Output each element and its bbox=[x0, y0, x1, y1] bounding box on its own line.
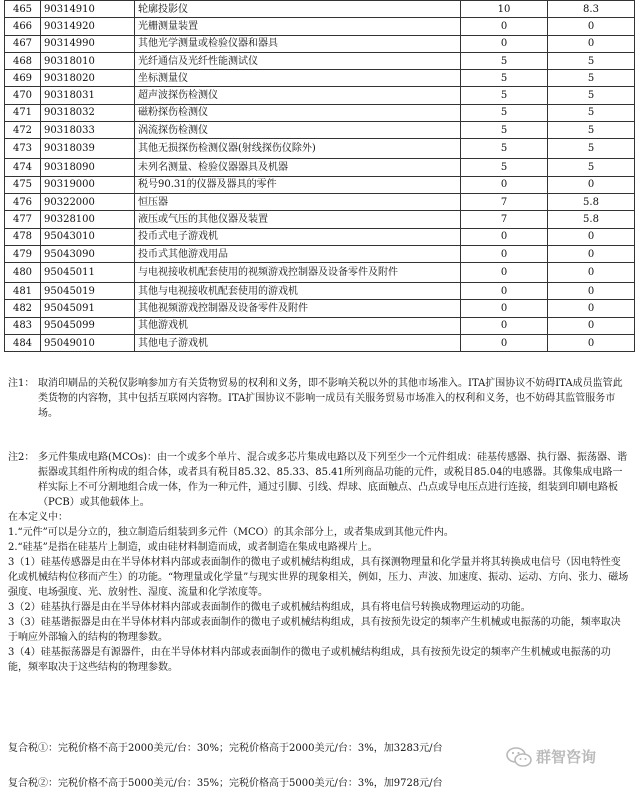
row-number: 479 bbox=[5, 245, 41, 262]
rate-2017: 0 bbox=[548, 18, 635, 35]
rate-2016: 7 bbox=[461, 211, 548, 228]
row-number: 469 bbox=[5, 70, 41, 87]
note-1 bbox=[8, 376, 630, 421]
rate-2017: 5.8 bbox=[548, 193, 635, 210]
row-number: 477 bbox=[5, 211, 41, 228]
note-2-paragraph: 3（3）硅基谐振器是由在半导体材料内部或表面制作的微电子或机械结构组成，具有按预先设定的频率产生机械或电振荡的功能，频率取决于响应外部输入的结构的物理参数。 bbox=[8, 617, 621, 643]
rate-2017: 5 bbox=[548, 87, 635, 104]
rate-2017: 0 bbox=[548, 35, 635, 52]
product-description: 光纤通信及光纤性能测试仪 bbox=[135, 52, 461, 69]
row-number: 482 bbox=[5, 300, 41, 317]
rate-2017: 5 bbox=[548, 52, 635, 69]
row-number: 474 bbox=[5, 159, 41, 176]
tariff-code: 90318039 bbox=[41, 139, 135, 159]
row-number: 473 bbox=[5, 139, 41, 159]
rate-2016: 0 bbox=[461, 176, 548, 193]
rate-2016: 7 bbox=[461, 193, 548, 210]
product-description: 光栅测量装置 bbox=[135, 18, 461, 35]
rate-2017: 0 bbox=[548, 228, 635, 245]
rate-2016: 5 bbox=[461, 87, 548, 104]
tariff-code: 95045011 bbox=[41, 263, 135, 283]
compound-tax-2: 复合税②：完税价格不高于5000美元/台：35%；完税价格高于5000美元/台：3%，加9728元/台 bbox=[8, 778, 443, 789]
table-row bbox=[5, 35, 635, 52]
rate-2017: 0 bbox=[548, 283, 635, 300]
rate-2016: 0 bbox=[461, 18, 548, 35]
product-description: 其他电子游戏机 bbox=[135, 335, 461, 352]
table-row bbox=[5, 18, 635, 35]
tariff-code: 95045019 bbox=[41, 283, 135, 300]
product-description: 轮廓投影仪 bbox=[135, 1, 461, 18]
table-row bbox=[5, 70, 635, 87]
table-row bbox=[5, 283, 635, 300]
tariff-code: 90314990 bbox=[41, 35, 135, 52]
row-number: 475 bbox=[5, 176, 41, 193]
rate-2016: 0 bbox=[461, 245, 548, 262]
rate-2017: 8.3 bbox=[548, 1, 635, 18]
rate-2016: 0 bbox=[461, 335, 548, 352]
tariff-code: 95045099 bbox=[41, 317, 135, 334]
product-description: 其他无损探伤检测仪器(射线探伤仪除外) bbox=[135, 139, 461, 159]
note-2-paragraph: 2.“硅基”是指在硅基片上制造，或由硅材料制造而成，或者制造在集成电路裸片上。 bbox=[8, 542, 378, 553]
row-number: 468 bbox=[5, 52, 41, 69]
product-description: 恒压器 bbox=[135, 193, 461, 210]
rate-2016: 5 bbox=[461, 70, 548, 87]
note-1-text: 取消印刷品的关税仅影响参加方有关货物贸易的权利和义务，即不影响关税以外的其他市场准入。ITA扩围协议不妨碍ITA成员监管此类货物的内容物，其中包括互联网内容物。ITA扩围协议不影响一成员有关服务贸易市场准入的权利和义务，也不妨碍其监管服务市场。 bbox=[38, 378, 623, 419]
rate-2017: 5 bbox=[548, 104, 635, 121]
tariff-code: 90318090 bbox=[41, 159, 135, 176]
note-2-paragraph: 多元件集成电路(MCOs)：由一个或多个单片、混合或多芯片集成电路以及下列至少一个元件组成：硅基传感器、执行器、振荡器、谐振器或其组件所构成的组合体，或者具有税目85.32、85.33、85.41所列商品功能的元件，或税目85.04的电感器。其像集成电路一样实际上不可分割地组合成一体，作为一种元件，通过引脚、引线、焊球、底面触点、凸点或导电压点进行连接，组装到印刷电路板（PCB）或其他载体上。 bbox=[38, 452, 628, 508]
table-row bbox=[5, 87, 635, 104]
rate-2016: 0 bbox=[461, 263, 548, 283]
product-description: 磁粉探伤检测仪 bbox=[135, 104, 461, 121]
table-row bbox=[5, 159, 635, 176]
product-description: 其他游戏机 bbox=[135, 317, 461, 334]
watermark-text: 群智咨询 bbox=[536, 748, 597, 766]
tariff-code: 90328100 bbox=[41, 211, 135, 228]
product-description: 税号90.31的仪器及器具的零件 bbox=[135, 176, 461, 193]
row-number: 471 bbox=[5, 104, 41, 121]
table-row bbox=[5, 52, 635, 69]
row-number: 466 bbox=[5, 18, 41, 35]
tariff-code: 90322000 bbox=[41, 193, 135, 210]
watermark bbox=[506, 746, 596, 767]
table-row bbox=[5, 1, 635, 18]
row-number: 483 bbox=[5, 317, 41, 334]
tariff-code: 90318020 bbox=[41, 70, 135, 87]
rate-2017: 0 bbox=[548, 245, 635, 262]
row-number: 470 bbox=[5, 87, 41, 104]
tariff-code: 90314910 bbox=[41, 1, 135, 18]
table-row bbox=[5, 335, 635, 352]
rate-2017: 0 bbox=[548, 263, 635, 283]
row-number: 465 bbox=[5, 1, 41, 18]
note-2 bbox=[8, 450, 630, 675]
note-1-label: 注1： bbox=[8, 378, 35, 389]
table-row bbox=[5, 176, 635, 193]
note-2-paragraph: 3（1）硅基传感器是由在半导体材料内部或表面制作的微电子或机械结构组成，具有探测物理量和化学量并将其转换成电信号（因电特性变化或机械结构位移而产生）的功能。“物理量或化学量”与现实世界的现象相关，例如，压力、声波、加速度、振动、运动、方向、张力、磁场强度、电场强度、光、放射性、湿度、流量和化学浓度等。 bbox=[8, 557, 629, 598]
note-2-label: 注2： bbox=[8, 452, 35, 463]
rate-2017: 5 bbox=[548, 70, 635, 87]
rate-2016: 0 bbox=[461, 228, 548, 245]
rate-2017: 5 bbox=[548, 139, 635, 159]
product-description: 投币式其他游戏用品 bbox=[135, 245, 461, 262]
tariff-code: 95043090 bbox=[41, 245, 135, 262]
product-description: 与电视接收机配套使用的视频游戏控制器及设备零件及附件 bbox=[135, 263, 461, 283]
rate-2016: 5 bbox=[461, 52, 548, 69]
rate-2017: 5 bbox=[548, 122, 635, 139]
product-description: 其他视频游戏控制器及设备零件及附件 bbox=[135, 300, 461, 317]
table-row bbox=[5, 317, 635, 334]
tariff-code: 90318033 bbox=[41, 122, 135, 139]
table-row bbox=[5, 245, 635, 262]
note-2-paragraph: 1.“元件”可以是分立的，独立制造后组装到多元件（MCO）的其余部分上，或者集成到其他元件内。 bbox=[8, 527, 454, 538]
product-description: 涡流探伤检测仪 bbox=[135, 122, 461, 139]
table-row bbox=[5, 193, 635, 210]
tariff-code: 95045091 bbox=[41, 300, 135, 317]
tariff-code: 90314920 bbox=[41, 18, 135, 35]
row-number: 472 bbox=[5, 122, 41, 139]
product-description: 未列名测量、检验仪器器具及机器 bbox=[135, 159, 461, 176]
product-description: 坐标测量仪 bbox=[135, 70, 461, 87]
rate-2017: 5.8 bbox=[548, 211, 635, 228]
rate-2017: 0 bbox=[548, 300, 635, 317]
tariff-code: 90318031 bbox=[41, 87, 135, 104]
rate-2016: 10 bbox=[461, 1, 548, 18]
table-row bbox=[5, 122, 635, 139]
note-2-paragraph: 在本定义中： bbox=[8, 512, 68, 523]
rate-2017: 0 bbox=[548, 176, 635, 193]
row-number: 467 bbox=[5, 35, 41, 52]
rate-2016: 0 bbox=[461, 35, 548, 52]
note-2-paragraph: 3（2）硅基执行器是由在半导体材料内部或表面制作的微电子或机械结构组成，具有将电信号转换成物理运动的功能。 bbox=[8, 602, 531, 613]
tariff-code: 90319000 bbox=[41, 176, 135, 193]
table-row bbox=[5, 139, 635, 159]
rate-2016: 0 bbox=[461, 283, 548, 300]
product-description: 其他与电视接收机配套使用的游戏机 bbox=[135, 283, 461, 300]
note-2-paragraph: 3（4）硅基振荡器是有源器件，由在半导体材料内部或表面制作的微电子或机械结构组成，具有按预先设定的频率产生机械或电振荡的功能，频率取决于这些结构的物理参数。 bbox=[8, 647, 611, 673]
row-number: 484 bbox=[5, 335, 41, 352]
tariff-code: 90318010 bbox=[41, 52, 135, 69]
rate-2017: 5 bbox=[548, 159, 635, 176]
rate-2017: 0 bbox=[548, 335, 635, 352]
rate-2016: 0 bbox=[461, 300, 548, 317]
rate-2016: 5 bbox=[461, 139, 548, 159]
wechat-icon bbox=[506, 747, 532, 767]
row-number: 478 bbox=[5, 228, 41, 245]
tariff-code: 95049010 bbox=[41, 335, 135, 352]
product-description: 液压或气压的其他仪器及装置 bbox=[135, 211, 461, 228]
product-description: 投币式电子游戏机 bbox=[135, 228, 461, 245]
table-row bbox=[5, 104, 635, 121]
rate-2017: 0 bbox=[548, 317, 635, 334]
table-row bbox=[5, 228, 635, 245]
table-row bbox=[5, 300, 635, 317]
row-number: 476 bbox=[5, 193, 41, 210]
row-number: 480 bbox=[5, 263, 41, 283]
tariff-code: 95043010 bbox=[41, 228, 135, 245]
compound-tax-1: 复合税①：完税价格不高于2000美元/台：30%；完税价格高于2000美元/台：3%，加3283元/台 bbox=[8, 743, 443, 754]
table-row bbox=[5, 211, 635, 228]
tariff-table bbox=[4, 0, 635, 352]
rate-2016: 5 bbox=[461, 159, 548, 176]
row-number: 481 bbox=[5, 283, 41, 300]
rate-2016: 0 bbox=[461, 317, 548, 334]
tariff-code: 90318032 bbox=[41, 104, 135, 121]
table-row bbox=[5, 263, 635, 283]
product-description: 超声波探伤检测仪 bbox=[135, 87, 461, 104]
rate-2016: 5 bbox=[461, 104, 548, 121]
rate-2016: 5 bbox=[461, 122, 548, 139]
product-description: 其他光学测量或检验仪器和器具 bbox=[135, 35, 461, 52]
